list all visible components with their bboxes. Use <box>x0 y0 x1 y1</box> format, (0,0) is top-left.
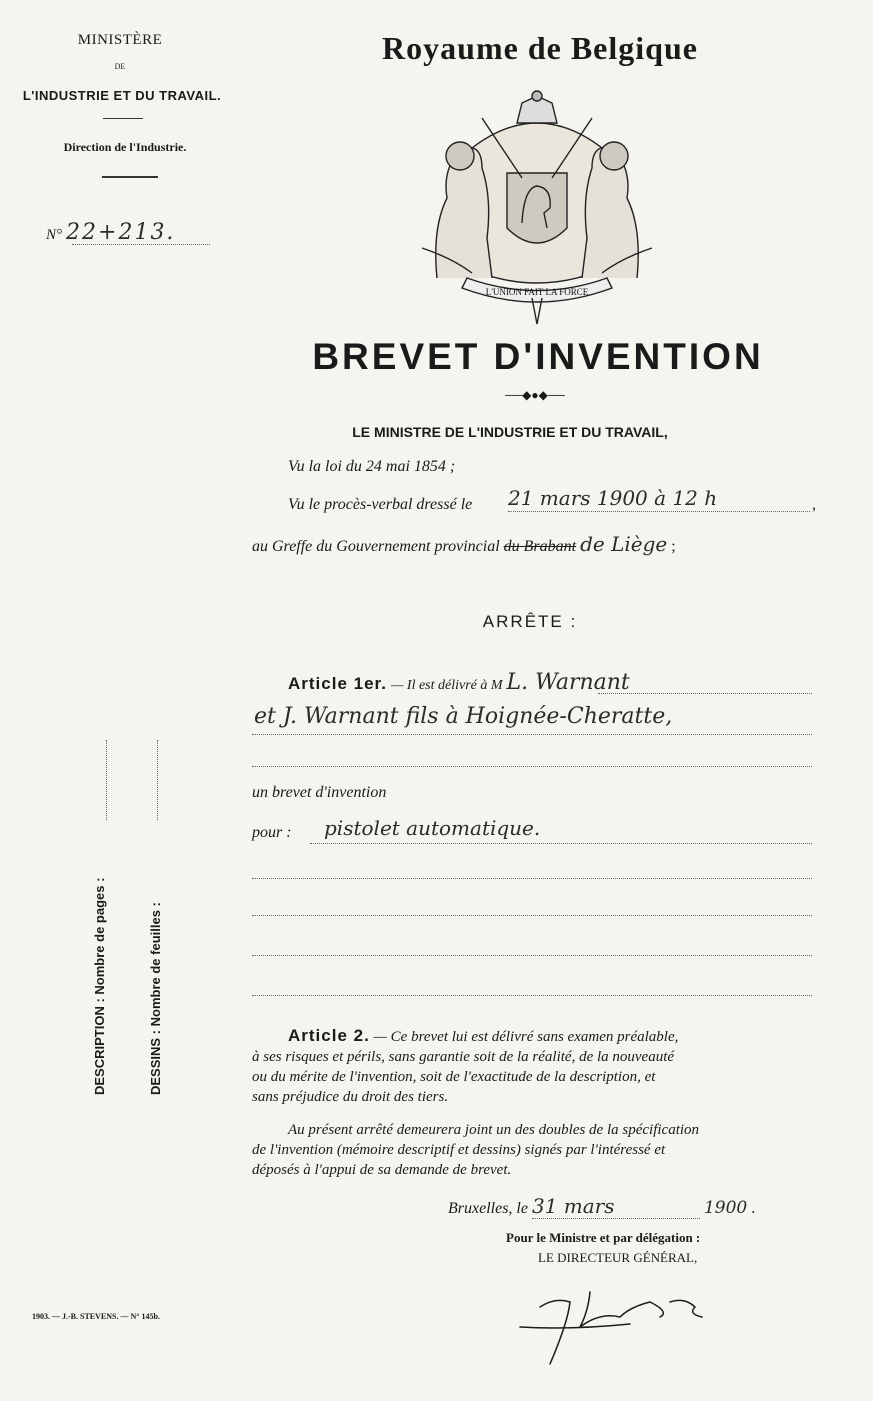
line-2 <box>252 734 812 735</box>
article-1-text: — Il est délivré à M <box>390 678 503 693</box>
signature <box>510 1272 730 1372</box>
line-7 <box>252 955 812 956</box>
document-title: BREVET D'INVENTION <box>312 336 764 377</box>
greffe-label: au Greffe du Gouvernement provincial <box>252 538 500 555</box>
annex-text-1: Au présent arrêté demeurera joint un des doubles de la spécification <box>288 1122 700 1138</box>
article-2-text-2: à ses risques et périls, sans garantie soit de la réalité, de la nouveauté <box>252 1049 675 1065</box>
vu-proces-date: 21 mars 1900 à 12 h <box>508 486 718 510</box>
pages-line <box>106 740 107 820</box>
article-2-text-4: sans préjudice du droit des tiers. <box>252 1089 449 1105</box>
annex-text-3: déposés à l'appui de sa demande de brevet. <box>252 1162 512 1178</box>
divider <box>102 176 158 178</box>
pour-label: pour : <box>252 824 292 841</box>
article-2-label: Article 2. <box>288 1026 370 1045</box>
article-1-label: Article 1er. <box>288 674 387 693</box>
year: 1900 <box>703 1198 748 1218</box>
title-ornament: ──◆●◆── <box>505 388 565 402</box>
line-1 <box>598 693 812 694</box>
delegation-label: Pour le Ministre et par délégation : <box>506 1230 701 1245</box>
article-2-paragraph <box>252 1026 818 1107</box>
printer-note: 1903. — J.-B. STEVENS. — N° 145b. <box>32 1312 160 1321</box>
place-label: Bruxelles, le <box>448 1200 528 1217</box>
motto: L'UNION FAIT LA FORCE <box>485 287 589 297</box>
number-line <box>72 244 210 245</box>
number-prefix: N° <box>46 227 63 243</box>
ministry-label: MINISTÈRE <box>77 32 163 48</box>
vu-proces-label: Vu le procès-verbal dressé le <box>288 496 473 513</box>
brevet-label: un brevet d'invention <box>252 784 387 801</box>
greffe-line: au Greffe du Gouvernement provincial du Brabant de Liège ; <box>252 532 676 556</box>
line-5 <box>252 878 812 879</box>
line-8 <box>252 995 812 996</box>
article-1-holder-1: L. Warnant <box>506 670 630 695</box>
ministry-de: DE <box>114 62 126 71</box>
line-6 <box>252 915 812 916</box>
kingdom-heading: Royaume de Belgique <box>382 30 698 66</box>
ministry-name: L'INDUSTRIE ET DU TRAVAIL. <box>22 88 222 103</box>
article-1-holder-2: et J. Warnant fils à Hoignée-Cheratte, <box>254 704 673 729</box>
line-4 <box>310 843 812 844</box>
annex-text-2: de l'invention (mémoire descriptif et dessins) signés par l'intéressé et <box>252 1142 666 1158</box>
line-3 <box>252 766 812 767</box>
director-label: LE DIRECTEUR GÉNÉRAL, <box>538 1250 698 1265</box>
proces-line <box>508 511 810 512</box>
vu-loi: Vu la loi du 24 mai 1854 ; <box>288 458 456 475</box>
coat-of-arms-emblem <box>412 88 662 328</box>
minister-heading: LE MINISTRE DE L'INDUSTRIE ET DU TRAVAIL, <box>352 424 668 440</box>
closing-date: Bruxelles, le 31 mars 1900 . <box>448 1194 756 1218</box>
annex-paragraph <box>252 1120 818 1180</box>
article-2-text-3: ou du mérite de l'invention, soit de l'exactitude de la description, et <box>252 1069 656 1085</box>
greffe-struck: du Brabant <box>503 538 577 555</box>
number-value: 22+213. <box>66 220 176 245</box>
comma: , <box>812 496 816 513</box>
article-1-line <box>288 670 630 695</box>
sheets-line <box>157 740 158 820</box>
invention-title: pistolet automatique. <box>324 816 541 840</box>
registration-number <box>46 220 208 245</box>
article-2-text-1: — Ce brevet lui est délivré sans examen préalable, <box>373 1029 679 1045</box>
description-pages-label: DESCRIPTION : Nombre de pages : <box>92 877 107 1095</box>
date-hand: 31 mars <box>532 1194 700 1219</box>
arrete-heading: ARRÊTE : <box>482 612 578 631</box>
divider <box>103 118 143 119</box>
direction-label: Direction de l'Industrie. <box>63 140 187 154</box>
greffe-hand: de Liège <box>580 532 668 556</box>
drawings-sheets-label: DESSINS : Nombre de feuilles : <box>148 902 163 1095</box>
